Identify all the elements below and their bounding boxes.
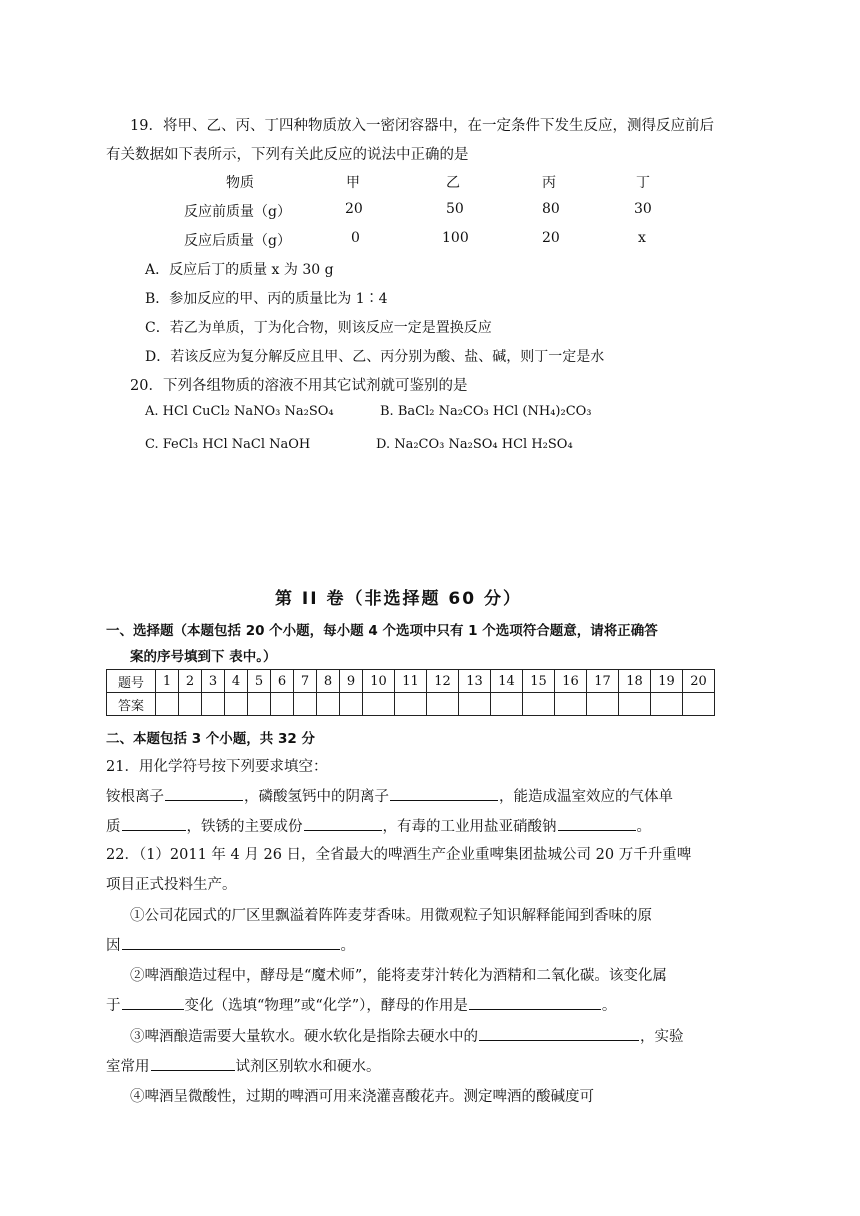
number-cell: 1 xyxy=(156,670,179,693)
q22-sub3-line2 xyxy=(106,1055,381,1076)
section1-heading-line2: 案的序号填到下 表中。） xyxy=(130,649,277,665)
number-cell: 11 xyxy=(395,670,427,693)
answer-cell[interactable] xyxy=(523,693,555,716)
answer-cell[interactable] xyxy=(340,693,363,716)
q21-text-end: 。 xyxy=(636,819,651,835)
q21-text-ammonium: 铵根离子 xyxy=(106,789,164,805)
section1-heading-line1: 一、选择题（本题包括 20 个小题，每小题 4 个选项中只有 1 个选项符合题意，请将正确答 xyxy=(106,623,658,639)
q19-row1-yi: 50 xyxy=(446,201,464,217)
q22-sub2-line1: ②啤酒酿造过程中，酵母是“魔术师”，能将麦芽汁转化为酒精和二氧化碳。该变化属 xyxy=(130,968,667,984)
q22-sub3-text-d: 试剂区别软水和硬水。 xyxy=(235,1059,381,1075)
number-cell: 13 xyxy=(459,670,491,693)
q21-text-element: 质 xyxy=(106,819,121,835)
q21-blank-rust[interactable] xyxy=(304,815,382,831)
q19-header-jia: 甲 xyxy=(346,175,360,191)
number-cell: 18 xyxy=(619,670,651,693)
q22-line2: 项目正式投料生产。 xyxy=(106,877,237,893)
answer-cell[interactable] xyxy=(179,693,202,716)
answer-cell[interactable] xyxy=(491,693,523,716)
answer-cell[interactable] xyxy=(225,693,248,716)
number-cell: 4 xyxy=(225,670,248,693)
q19-header-bing: 丙 xyxy=(542,175,556,191)
answer-cell[interactable] xyxy=(459,693,491,716)
q22-blank-change-type[interactable] xyxy=(122,994,184,1010)
q21-blank-ammonium[interactable] xyxy=(165,785,243,801)
q19-row2-yi: 100 xyxy=(442,230,469,246)
q19-stem-line2: 有关数据如下表所示，下列有关此反应的说法中正确的是 xyxy=(106,147,469,163)
q19-row1-bing: 80 xyxy=(542,201,560,217)
number-cell: 7 xyxy=(294,670,317,693)
number-cell: 15 xyxy=(523,670,555,693)
q19-row1-ding: 30 xyxy=(634,201,652,217)
q21-text-greenhouse: ，能造成温室效应的气体单 xyxy=(499,789,673,805)
q22-sub2-line2 xyxy=(106,994,616,1015)
answer-cell[interactable] xyxy=(363,693,395,716)
number-cell: 8 xyxy=(317,670,340,693)
q20-option-b: B. BaCl₂ Na₂CO₃ HCl (NH₄)₂CO₃ xyxy=(380,404,592,419)
q20-option-d: D. Na₂CO₃ Na₂SO₄ HCl H₂SO₄ xyxy=(376,437,573,452)
number-cell: 3 xyxy=(202,670,225,693)
q21-text-anion: ，磷酸氢钙中的阴离子 xyxy=(244,789,389,805)
answer-table-number-row xyxy=(107,670,715,693)
number-cell: 16 xyxy=(555,670,587,693)
number-cell: 6 xyxy=(271,670,294,693)
q19-stem-line1: 19．将甲、乙、丙、丁四种物质放入一密闭容器中，在一定条件下发生反应，测得反应前后 xyxy=(130,118,714,134)
q21-line2 xyxy=(106,815,651,836)
q22-sub3-text-a: ③啤酒酿造需要大量软水。硬水软化是指除去硬水中的 xyxy=(130,1029,478,1045)
q19-option-d: D．若该反应为复分解反应且甲、乙、丙分别为酸、盐、碱，则丁一定是水 xyxy=(145,349,605,365)
answer-cell[interactable] xyxy=(156,693,179,716)
q19-header-yi: 乙 xyxy=(446,175,460,191)
section2-heading: 二、本题包括 3 个小题，共 32 分 xyxy=(106,731,315,747)
answer-table-answer-row xyxy=(107,693,715,716)
answer-cell[interactable] xyxy=(683,693,715,716)
q22-blank-yeast-role[interactable] xyxy=(469,994,601,1010)
answer-table xyxy=(106,669,715,716)
q19-row2-label: 反应后质量（g） xyxy=(184,233,291,249)
answer-cell[interactable] xyxy=(202,693,225,716)
answer-cell[interactable] xyxy=(651,693,683,716)
q22-blank-smell-reason[interactable] xyxy=(122,934,340,950)
part2-title: 第 II 卷（非选择题 60 分） xyxy=(275,589,522,609)
q19-row1-jia: 20 xyxy=(345,201,363,217)
q19-row2-ding: x xyxy=(638,230,646,246)
q21-line1 xyxy=(106,785,673,806)
q19-row2-jia: 0 xyxy=(351,230,360,246)
answer-cell[interactable] xyxy=(427,693,459,716)
number-cell: 12 xyxy=(427,670,459,693)
answer-cell[interactable] xyxy=(555,693,587,716)
q22-sub2-text-b: 变化（选填“物理”或“化学”），酵母的作用是 xyxy=(184,998,468,1014)
number-cell: 20 xyxy=(683,670,715,693)
q20-option-c: C. FeCl₃ HCl NaCl NaOH xyxy=(145,437,311,452)
number-cell: 2 xyxy=(179,670,202,693)
answer-cell[interactable] xyxy=(294,693,317,716)
answer-row-label: 答案 xyxy=(107,693,156,716)
q22-sub1-end: 。 xyxy=(340,938,355,954)
q22-sub2-end: 。 xyxy=(601,998,617,1014)
answer-cell[interactable] xyxy=(317,693,340,716)
answer-cell[interactable] xyxy=(619,693,651,716)
q22-line1: 22．（1）2011 年 4 月 26 日，全省最大的啤酒生产企业重啤集团盐城公司 20 万千升重啤 xyxy=(106,847,692,863)
q22-sub2-text-a: 于 xyxy=(106,998,121,1014)
q22-sub4-line1: ④啤酒呈微酸性，过期的啤酒可用来浇灌喜酸花卉。测定啤酒的酸碱度可 xyxy=(130,1089,594,1105)
q22-blank-hard-water-ions[interactable] xyxy=(479,1025,639,1041)
q22-blank-reagent[interactable] xyxy=(151,1055,235,1071)
answer-cell[interactable] xyxy=(587,693,619,716)
q19-row2-bing: 20 xyxy=(542,230,560,246)
number-row-label: 题号 xyxy=(107,670,156,693)
number-cell: 14 xyxy=(491,670,523,693)
answer-cell[interactable] xyxy=(395,693,427,716)
number-cell: 5 xyxy=(248,670,271,693)
q21-blank-greenhouse-gas[interactable] xyxy=(122,815,186,831)
answer-cell[interactable] xyxy=(271,693,294,716)
q22-sub1-text: 因 xyxy=(106,938,121,954)
q19-row1-label: 反应前质量（g） xyxy=(184,204,291,220)
q21-text-nitrite: ，有毒的工业用盐亚硝酸钠 xyxy=(382,819,557,835)
number-cell: 10 xyxy=(363,670,395,693)
number-cell: 17 xyxy=(587,670,619,693)
answer-cell[interactable] xyxy=(248,693,271,716)
q21-stem: 21．用化学符号按下列要求填空： xyxy=(106,759,328,775)
q20-stem: 20．下列各组物质的溶液不用其它试剂就可鉴别的是 xyxy=(130,378,468,394)
q22-sub3-text-c: 室常用 xyxy=(106,1059,150,1075)
q22-sub3-line1 xyxy=(130,1025,684,1046)
q22-sub1-line2 xyxy=(106,934,355,955)
q22-sub3-text-b: ，实验 xyxy=(640,1029,684,1045)
number-cell: 19 xyxy=(651,670,683,693)
q19-option-c: C．若乙为单质，丁为化合物，则该反应一定是置换反应 xyxy=(145,320,492,336)
number-cell: 9 xyxy=(340,670,363,693)
q19-header-ding: 丁 xyxy=(636,175,650,191)
q20-option-a: A. HCl CuCl₂ NaNO₃ Na₂SO₄ xyxy=(145,404,334,419)
q21-blank-nitrite[interactable] xyxy=(558,815,636,831)
q19-option-a: A．反应后丁的质量 x 为 30 g xyxy=(145,262,334,278)
q21-text-rust: ，铁锈的主要成份 xyxy=(186,819,303,835)
q19-option-b: B．参加反应的甲、丙的质量比为 1∶4 xyxy=(145,291,388,307)
q21-blank-anion[interactable] xyxy=(390,785,498,801)
q22-sub1-line1: ①公司花园式的厂区里飘溢着阵阵麦芽香味。用微观粒子知识解释能闻到香味的原 xyxy=(130,908,652,924)
q19-header-substance: 物质 xyxy=(226,175,254,191)
